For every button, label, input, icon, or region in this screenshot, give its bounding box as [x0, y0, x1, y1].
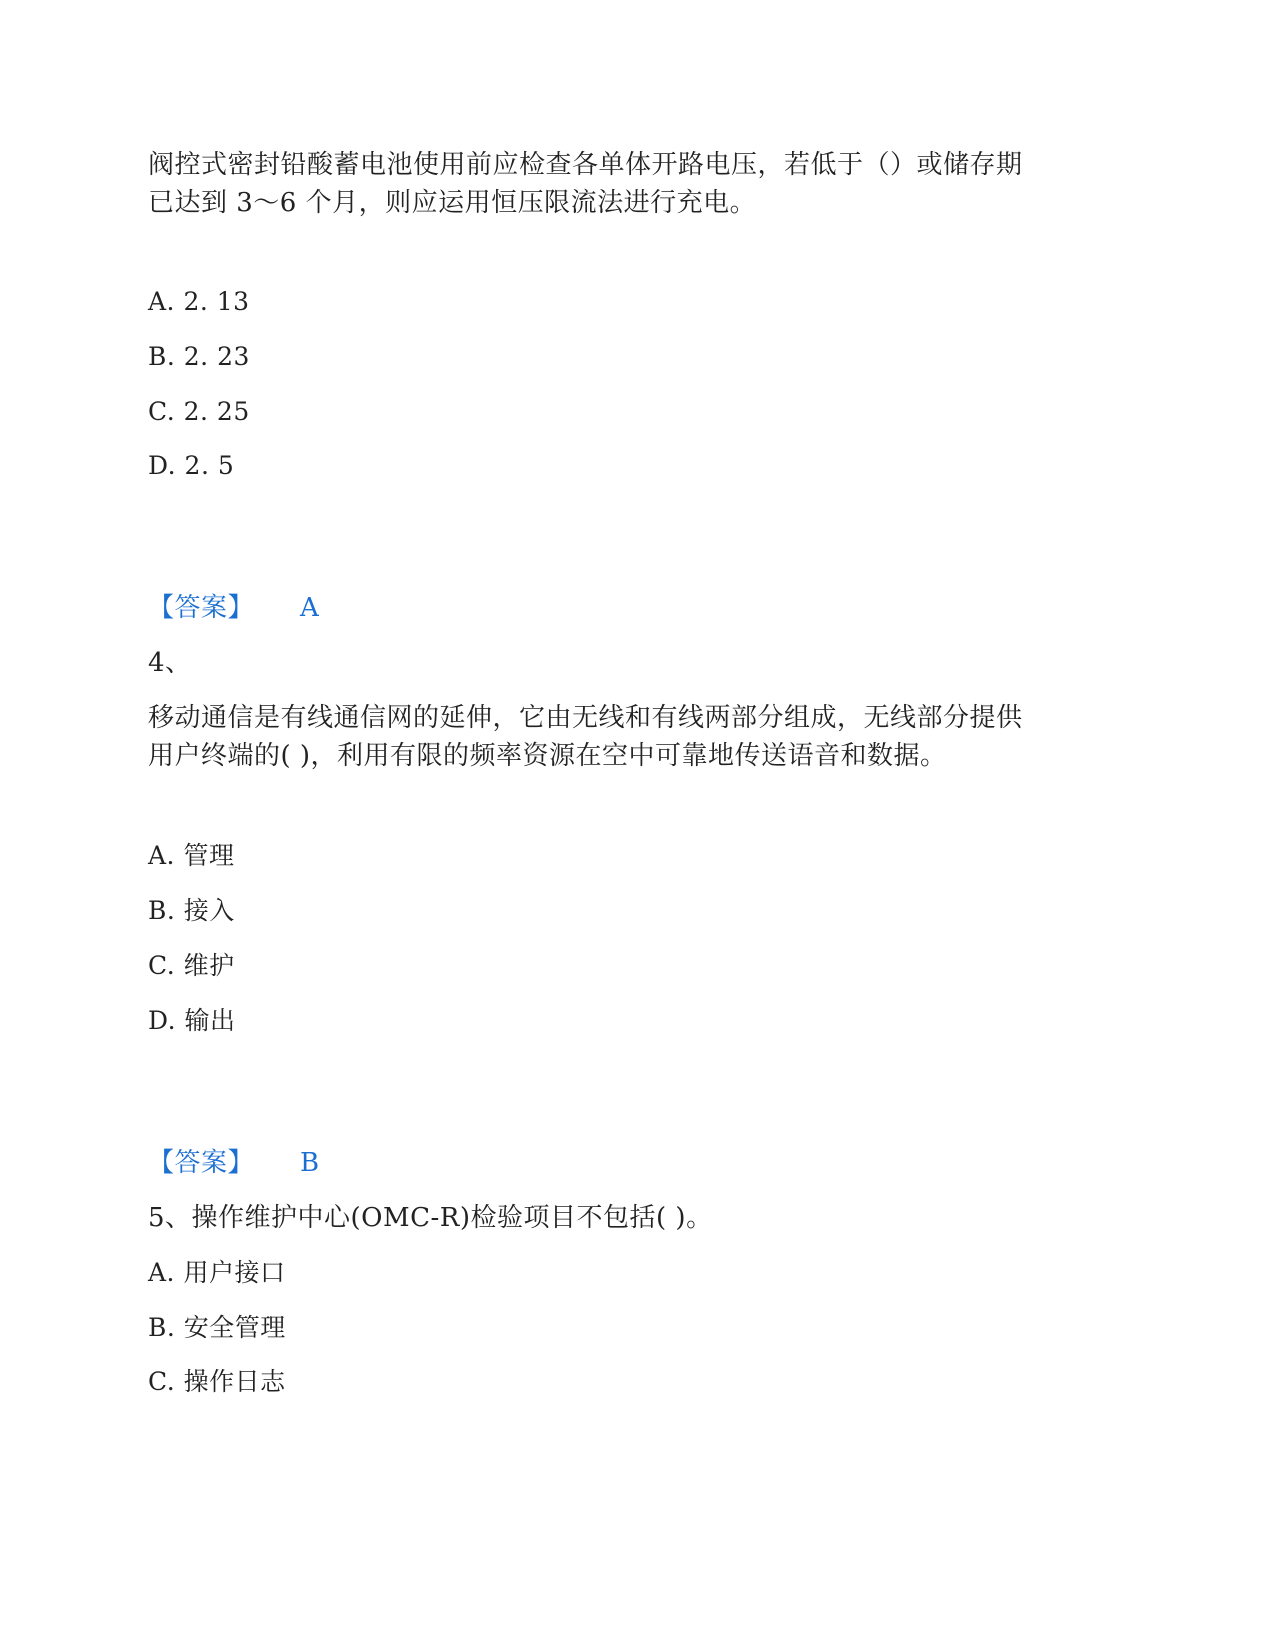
option-a: A. 2. 13	[148, 287, 250, 316]
option-c: C. 操作日志	[148, 1367, 286, 1396]
answer-line	[148, 1143, 320, 1183]
answer-value: A	[300, 593, 320, 623]
question-stem-line: 5、操作维护中心(OMC-R)检验项目不包括( )。	[148, 1203, 713, 1233]
answer-line	[148, 588, 319, 628]
question-number: 4、	[148, 648, 192, 678]
option-c: C. 2. 25	[148, 397, 250, 426]
option-a: A. 管理	[148, 841, 235, 870]
option-c: C. 维护	[148, 951, 235, 980]
option-b: B. 接入	[148, 896, 235, 925]
question-stem-line: 阀控式密封铅酸蓄电池使用前应检查各单体开路电压，若低于（）或储存期	[148, 150, 1023, 180]
option-b: B. 安全管理	[148, 1313, 286, 1342]
option-d: D. 输出	[148, 1006, 236, 1035]
answer-label: 【答案】	[148, 1148, 255, 1178]
option-b: B. 2. 23	[148, 342, 250, 371]
question-stem-line: 已达到 3～6 个月，则应运用恒压限流法进行充电。	[148, 188, 757, 218]
question-stem-line: 用户终端的( )，利用有限的频率资源在空中可靠地传送语音和数据。	[148, 741, 947, 771]
question-stem-line: 移动通信是有线通信网的延伸，它由无线和有线两部分组成，无线部分提供	[148, 703, 1023, 733]
answer-value: B	[300, 1148, 320, 1178]
option-a: A. 用户接口	[148, 1258, 286, 1287]
option-d: D. 2. 5	[148, 451, 235, 480]
answer-label: 【答案】	[148, 593, 255, 623]
